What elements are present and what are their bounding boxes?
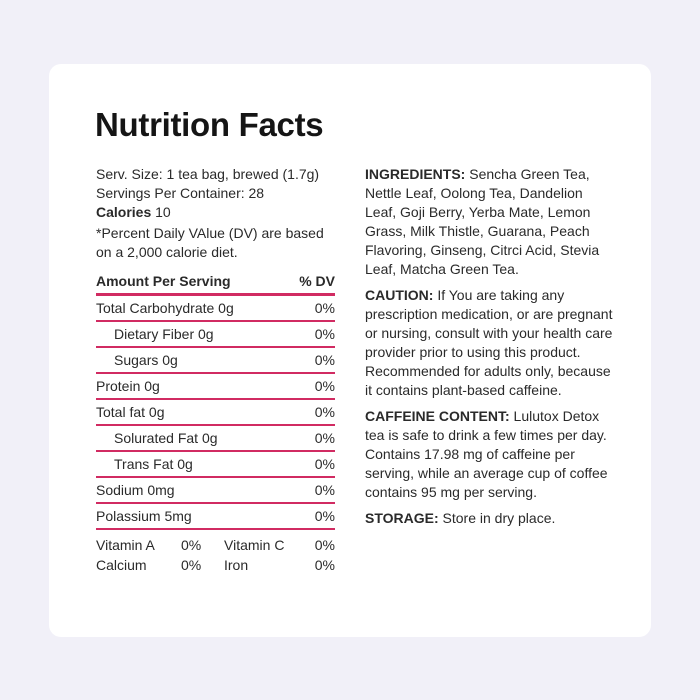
serving-size: Serv. Size: 1 tea bag, brewed (1.7g) bbox=[96, 166, 320, 182]
caffeine-section bbox=[365, 407, 615, 502]
caffeine-label: CAFFEINE CONTENT: bbox=[365, 408, 510, 424]
row-label: Polassium 5mg bbox=[96, 508, 192, 524]
vitamin-row bbox=[96, 535, 335, 555]
table-row bbox=[96, 296, 335, 322]
table-row bbox=[96, 322, 335, 348]
calories-value: 10 bbox=[155, 204, 171, 220]
nutrition-table bbox=[96, 270, 335, 575]
storage-section bbox=[365, 509, 615, 528]
nutrition-card bbox=[49, 64, 651, 637]
row-label: Protein 0g bbox=[96, 378, 160, 394]
info-panel bbox=[365, 165, 615, 535]
row-dv: 0% bbox=[314, 456, 335, 472]
nutrient-dv: 0% bbox=[314, 537, 335, 553]
row-label: Total fat 0g bbox=[96, 404, 165, 420]
caution-label: CAUTION: bbox=[365, 287, 434, 303]
header-dv: % DV bbox=[299, 273, 335, 289]
row-dv: 0% bbox=[314, 508, 335, 524]
table-row bbox=[96, 348, 335, 374]
caffeine-text: Lulutox Detox tea is safe to drink a few times per day. Contains 17.98 mg of caffeine per serving, while an average cup of coffee contains 95 mg per serving. bbox=[365, 408, 608, 500]
page-title: Nutrition Facts bbox=[95, 106, 324, 143]
nutrient-name: Iron bbox=[224, 557, 249, 573]
row-dv: 0% bbox=[314, 300, 335, 316]
nutrient-dv: 0% bbox=[181, 557, 202, 573]
calories bbox=[96, 203, 335, 222]
row-dv: 0% bbox=[314, 352, 335, 368]
row-label: Sugars 0g bbox=[114, 352, 178, 368]
row-label: Total Carbohydrate 0g bbox=[96, 300, 234, 316]
ingredients-label: INGREDIENTS: bbox=[365, 166, 466, 182]
nutrient-name: Vitamin C bbox=[224, 537, 285, 553]
table-row bbox=[96, 452, 335, 478]
row-dv: 0% bbox=[314, 326, 335, 342]
row-dv: 0% bbox=[314, 404, 335, 420]
table-row bbox=[96, 478, 335, 504]
nutrition-panel bbox=[96, 165, 335, 573]
nutrient-dv: 0% bbox=[181, 537, 202, 553]
row-label: Trans Fat 0g bbox=[114, 456, 193, 472]
ingredients-section bbox=[365, 165, 615, 279]
row-dv: 0% bbox=[314, 378, 335, 394]
caution-text: If You are taking any prescription medication, or are pregnant or nursing, consult with your health care provider prior to using this product. Recommended for adults only, because it contains plant-based caffeine. bbox=[365, 287, 613, 398]
nutrient-name: Calcium bbox=[96, 557, 147, 573]
servings-per-container: Servings Per Container: 28 bbox=[96, 185, 265, 201]
ingredients-text: Sencha Green Tea, Nettle Leaf, Oolong Tea, Dandelion Leaf, Goji Berry, Yerba Mate, Lemon Grass, Milk Thistle, Guarana, Peach Flavoring, Ginseng, Citrci Acid, Stevia Leaf, Matcha Green Tea. bbox=[365, 166, 600, 277]
serving-info bbox=[96, 165, 335, 262]
row-label: Sodium 0mg bbox=[96, 482, 175, 498]
calories-label: Calories bbox=[96, 204, 152, 220]
table-row bbox=[96, 504, 335, 530]
table-row bbox=[96, 426, 335, 452]
storage-text: Store in dry place. bbox=[438, 510, 556, 526]
table-row bbox=[96, 374, 335, 400]
row-dv: 0% bbox=[314, 482, 335, 498]
nutrient-dv: 0% bbox=[314, 557, 335, 573]
storage-label: STORAGE: bbox=[365, 510, 439, 526]
row-label: Dietary Fiber 0g bbox=[114, 326, 214, 342]
table-header bbox=[96, 270, 335, 296]
nutrient-name: Vitamin A bbox=[96, 537, 155, 553]
table-row bbox=[96, 400, 335, 426]
row-dv: 0% bbox=[314, 430, 335, 446]
caution-section bbox=[365, 286, 615, 400]
dv-note: *Percent Daily VAlue (DV) are based on a 2,000 calorie diet. bbox=[96, 225, 324, 260]
vitamin-row bbox=[96, 555, 335, 575]
header-amount: Amount Per Serving bbox=[96, 273, 231, 289]
row-label: Solurated Fat 0g bbox=[114, 430, 218, 446]
